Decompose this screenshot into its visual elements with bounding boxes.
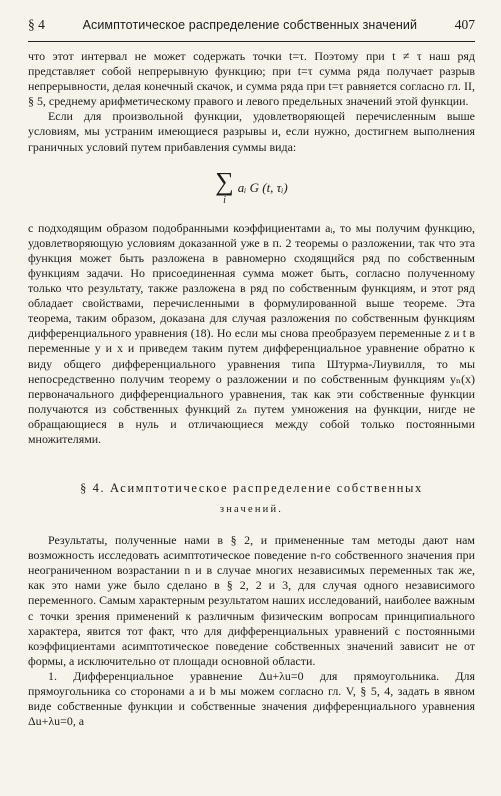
running-header <box>28 14 475 36</box>
sum-term: aᵢ G (t, τᵢ) <box>237 180 288 196</box>
page-body <box>28 49 475 729</box>
sum-operator <box>215 169 234 206</box>
sigma-symbol: ∑ <box>215 167 234 197</box>
paragraph-5: 1. Дифференциальное уравнение Δu+λu=0 для прямоугольника. Для прямоугольника со сторонами a и b мы можем согласно гл. V, § 5, 4, задать в явном виде собственные функции и собственные значения дифференциального уравнения Δu+λu=0, а <box>28 668 475 729</box>
section-heading <box>28 477 475 521</box>
section-heading-line2: значений. <box>219 504 284 516</box>
sum-index: i <box>223 195 226 207</box>
paragraph-1: что этот интервал не может содержать точки t=τ. Поэтому при t ≠ τ наш ряд представляет собой непрерывную функцию; при t=τ сумма ряда получает разрыв непрерывности, делая конечный скачок, и сумма ряда при t=τ равняется согласно гл. II, § 5, среднему арифметическому правого и левого предельных значений этой функции. <box>28 49 475 109</box>
sum-formula <box>28 155 475 221</box>
paragraph-3: с подходящим образом подобранными коэффициентами aᵢ, то мы получим функцию, удовлетворяющую условиям доказанной уже в п. 2 теоремы о разложении, так что эта функция может быть разложена в равномерно сходящийся ряд по собственным функциям задачи. Но присоединенная сумма может быть, согласно полученному только что результату, также разложена в ряд по собственным функциям, и этот ряд обладает свойствами, перечисленными в формулированной выше теореме. Эта теорема, таким образом, доказана для случая разложения по собственным функциям дифференциального уравнения (18). Но если мы снова преобразуем переменные z и t в переменные y и x и приведем таким путем дифференциальное уравнение обратно к виду общего дифференциального уравнения типа Штурма-Лиувилля, то мы непосредственно получим теорему о разложении и по собственным функциям yₙ(x) первоначального дифференциального уравнения, так как эти собственные функции получаются из собственных функций zₙ путем умножения на функции, нигде не обращающиеся в нуль и отличающиеся между собой только постоянными множителями. <box>28 220 475 446</box>
header-rule <box>28 41 475 42</box>
page-number: 407 <box>454 17 475 32</box>
header-section: § 4 <box>28 17 45 32</box>
section-heading-line1: § 4. Асимптотическое распределение собственных <box>80 481 423 496</box>
paragraph-2: Если для произвольной функции, удовлетворяющей перечисленным выше условиям, мы устраним имеющиеся разрывы и, если нужно, достигнем выполнения граничных условий путем прибавления суммы вида: <box>28 109 475 154</box>
header-title: Асимптотическое распределение собственных значений <box>82 18 418 32</box>
paragraph-4: Результаты, полученные нами в § 2, и примененные там методы дают нам возможность исследовать асимптотическое поведение n-го собственного значения при неограниченном возрастании n и в случае многих независимых переменных так же, как это нами уже было сделано в § 2, 2 и 3, для случая одного независимого переменного. Самым характерным результатом наших исследований, наиболее важным с точки зрения применений к различным физическим вопросам принципиального характера, явится тот факт, что для дифференциальных уравнений с постоянными коэффициентами асимптотическое поведение собственных значений зависит не от формы, а исключительно от площади основной области. <box>28 533 475 668</box>
